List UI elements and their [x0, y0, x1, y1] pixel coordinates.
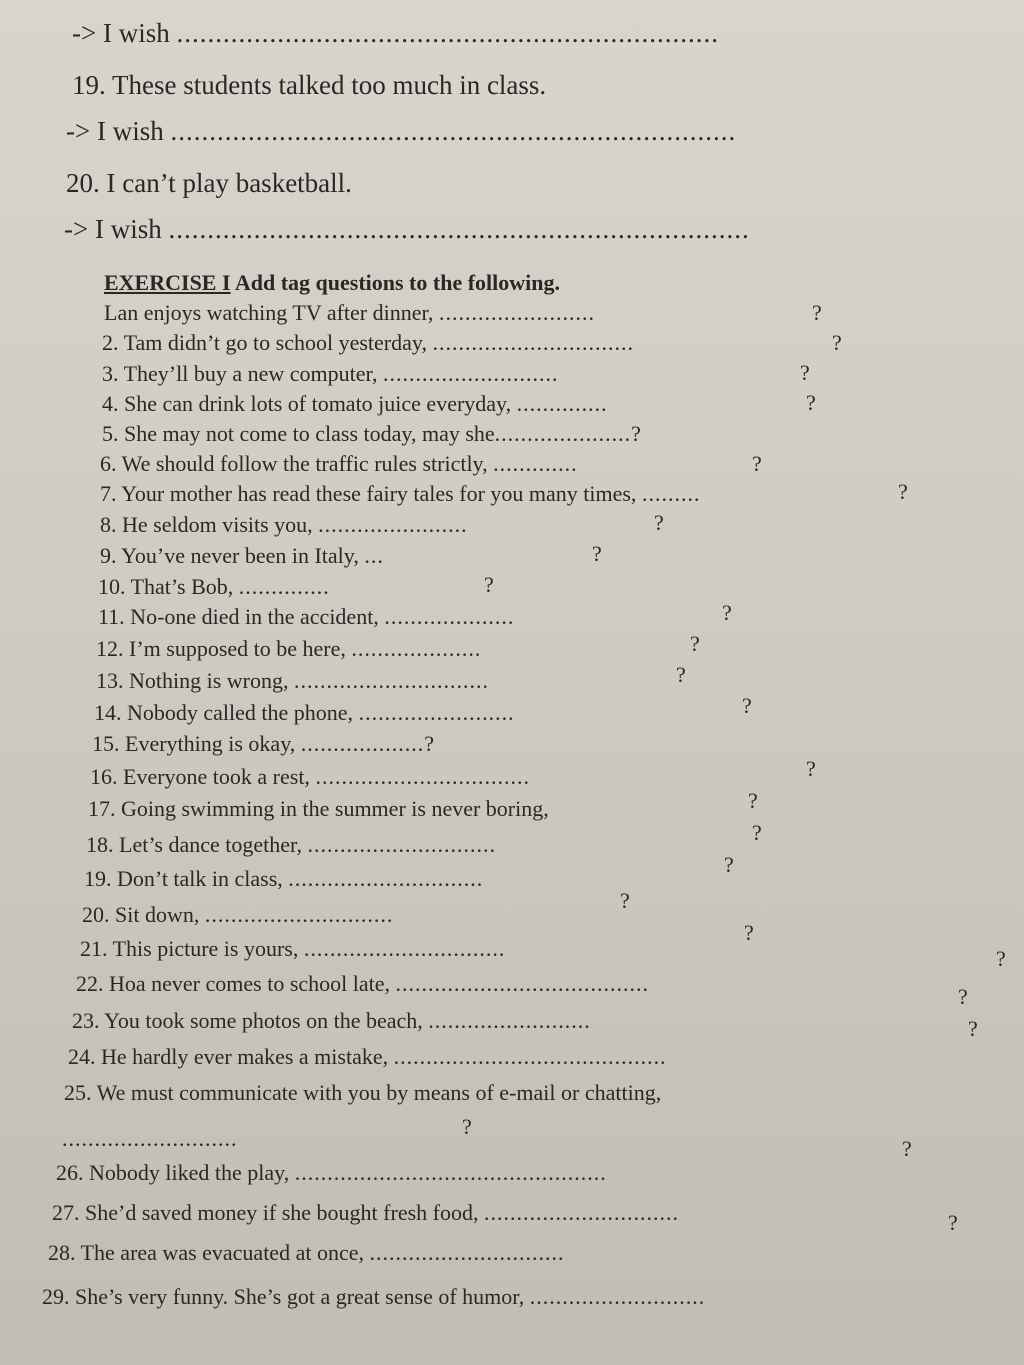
question-mark: ? — [744, 920, 754, 945]
answer-blank: ........................... — [62, 1126, 238, 1151]
question-17 — [88, 796, 549, 822]
question-2 — [102, 330, 634, 356]
question-mark: ? — [752, 820, 762, 845]
question-text: 26. Nobody liked the play, — [56, 1160, 290, 1185]
question-4 — [102, 391, 608, 417]
answer-blank: ... — [364, 543, 384, 568]
question-text: 9. You’ve never been in Italy, — [100, 543, 359, 568]
question-16 — [90, 764, 530, 790]
answer-blank: .............................. — [483, 1200, 679, 1225]
question-text: 2. Tam didn’t go to school yesterday, — [102, 330, 427, 355]
answer-blank: ....................... — [318, 512, 468, 537]
question-text: 18. Let’s dance together, — [86, 832, 302, 857]
answer-blank: ........................... — [529, 1284, 706, 1309]
answer-blank: .............................. — [369, 1240, 565, 1265]
question-mark: ? — [592, 541, 602, 566]
answer-blank: ............................. — [307, 832, 496, 857]
question-9 — [100, 543, 384, 569]
sentence-20 — [66, 168, 352, 199]
question-text: 6. We should follow the traffic rules strictly, — [100, 451, 488, 476]
wish-line — [64, 214, 750, 245]
wish-line — [72, 18, 719, 49]
answer-blank: ...................? — [300, 731, 436, 756]
answer-blank: ........................................................................... — [168, 214, 750, 244]
question-20 — [82, 902, 393, 928]
question-mark: ? — [832, 330, 842, 355]
answer-blank: ........................ — [438, 300, 595, 325]
question-21 — [80, 936, 505, 962]
question-28 — [48, 1240, 564, 1266]
question-26 — [56, 1160, 607, 1186]
question-1 — [104, 300, 595, 326]
answer-blank: .................... — [384, 604, 515, 629]
question-text: 16. Everyone took a rest, — [90, 764, 310, 789]
question-mark: ? — [690, 631, 700, 656]
answer-blank: .....................? — [494, 421, 642, 446]
question-7 — [100, 481, 700, 507]
exercise-title: EXERCISE I — [104, 270, 231, 295]
answer-blank: ........................ — [358, 700, 515, 725]
question-mark: ? — [748, 788, 758, 813]
answer-blank: ......... — [641, 481, 701, 506]
question-text: 8. He seldom visits you, — [100, 512, 313, 537]
question-text: 13. Nothing is wrong, — [96, 668, 289, 693]
answer-blank: .............. — [238, 574, 330, 599]
answer-blank: ............................. — [204, 902, 394, 927]
question-text: 25. We must communicate with you by means of e-mail or chatting, — [64, 1080, 662, 1105]
question-text: 24. He hardly ever makes a mistake, — [68, 1044, 389, 1069]
question-text: 3. They’ll buy a new computer, — [102, 361, 378, 386]
question-mark: ? — [806, 390, 816, 415]
question-text: 20. Sit down, — [82, 902, 200, 927]
question-mark: ? — [806, 756, 816, 781]
question-text: 14. Nobody called the phone, — [94, 700, 354, 725]
question-text: 15. Everything is okay, — [92, 731, 296, 756]
question-text: 5. She may not come to class today, may she — [102, 421, 495, 446]
question-23 — [72, 1008, 591, 1034]
question-5 — [102, 421, 642, 447]
question-24 — [68, 1044, 667, 1070]
answer-blank: ......................................................................... — [170, 116, 737, 146]
question-text: 17. Going swimming in the summer is never boring, — [88, 796, 549, 821]
question-8 — [100, 512, 468, 538]
question-mark: ? — [620, 888, 630, 913]
question-text: 19. Don’t talk in class, — [84, 866, 283, 891]
question-text: 10. That’s Bob, — [98, 574, 234, 599]
answer-blank: ...................................................................... — [176, 18, 719, 48]
question-14 — [94, 700, 515, 726]
question-mark: ? — [968, 1016, 978, 1041]
question-22 — [76, 971, 649, 997]
question-text: 22. Hoa never comes to school late, — [76, 971, 391, 996]
question-text: 12. I’m supposed to be here, — [96, 636, 346, 661]
question-text: 11. No-one died in the accident, — [98, 604, 379, 629]
question-mark: ? — [948, 1210, 958, 1235]
line-text: -> I wish — [72, 18, 170, 48]
question-12 — [96, 636, 481, 662]
question-27 — [52, 1200, 679, 1226]
question-mark: ? — [996, 946, 1006, 971]
question-text: 23. You took some photos on the beach, — [72, 1008, 423, 1033]
question-mark: ? — [898, 479, 908, 504]
sentence-19 — [72, 70, 546, 101]
answer-blank: .......................................... — [393, 1044, 667, 1069]
question-mark: ? — [676, 662, 686, 687]
question-11 — [98, 604, 514, 630]
line-text: -> I wish — [64, 214, 162, 244]
answer-blank: ............................... — [432, 330, 634, 355]
exercise-instruction: Add tag questions to the following. — [234, 270, 560, 295]
question-mark: ? — [742, 693, 752, 718]
question-mark: ? — [462, 1114, 472, 1139]
answer-blank: ............. — [493, 451, 578, 476]
answer-blank: .................... — [351, 636, 482, 661]
question-13 — [96, 668, 489, 694]
question-mark: ? — [724, 852, 734, 877]
question-25-blank — [62, 1126, 238, 1152]
answer-blank: ................................................ — [294, 1160, 607, 1185]
question-10 — [98, 574, 330, 600]
wish-line — [66, 116, 736, 147]
question-mark: ? — [654, 510, 664, 535]
answer-blank: .............................. — [288, 866, 484, 891]
question-text: Lan enjoys watching TV after dinner, — [104, 300, 434, 325]
question-text: 4. She can drink lots of tomato juice everyday, — [102, 391, 512, 416]
question-mark: ? — [958, 984, 968, 1009]
question-text: 29. She’s very funny. She’s got a great sense of humor, — [42, 1284, 525, 1309]
line-text: 20. I can’t play basketball. — [66, 168, 352, 198]
question-mark: ? — [902, 1136, 912, 1161]
question-18 — [86, 832, 496, 858]
question-mark: ? — [812, 300, 822, 325]
question-6 — [100, 451, 578, 477]
question-mark: ? — [484, 572, 494, 597]
exercise-heading — [104, 270, 560, 296]
question-19 — [84, 866, 483, 892]
question-mark: ? — [752, 451, 762, 476]
line-text: -> I wish — [66, 116, 164, 146]
question-3 — [102, 361, 558, 387]
answer-blank: ........................... — [382, 361, 559, 386]
answer-blank: .............................. — [294, 668, 489, 693]
answer-blank: ....................................... — [395, 971, 650, 996]
question-text: 7. Your mother has read these fairy tales for you many times, — [100, 481, 637, 506]
answer-blank: ................................. — [315, 764, 530, 789]
question-text: 21. This picture is yours, — [80, 936, 299, 961]
question-text: 27. She’d saved money if she bought fresh food, — [52, 1200, 479, 1225]
question-mark: ? — [722, 600, 732, 625]
question-25 — [64, 1080, 661, 1106]
answer-blank: ......................... — [428, 1008, 591, 1033]
question-mark: ? — [800, 360, 810, 385]
question-29 — [42, 1284, 705, 1310]
answer-blank: .............. — [516, 391, 608, 416]
question-text: 28. The area was evacuated at once, — [48, 1240, 364, 1265]
line-text: 19. These students talked too much in class. — [72, 70, 547, 100]
question-15 — [92, 731, 435, 757]
answer-blank: ............................... — [303, 936, 506, 961]
